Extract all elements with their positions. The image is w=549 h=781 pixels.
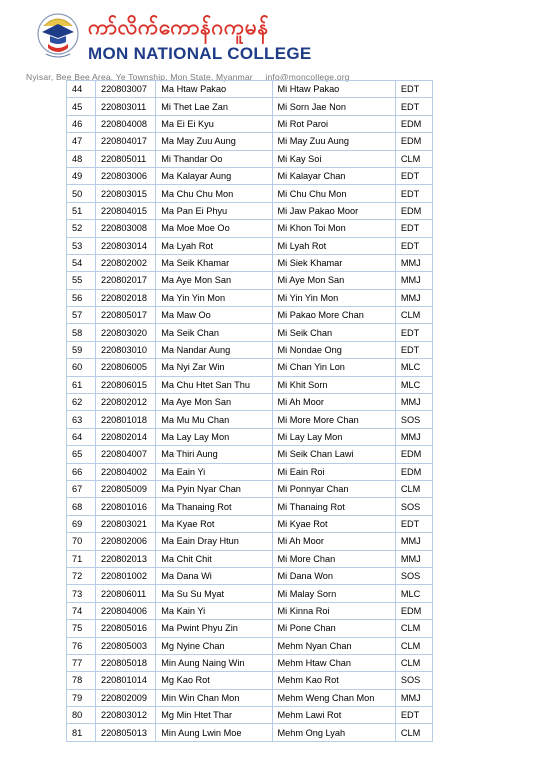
table-row [67,359,433,376]
row-number: 79 [67,689,96,706]
student-name: Ma Chit Chit [156,550,272,567]
table-row [67,707,433,724]
student-name-mon: Mehm Ong Lyah [272,724,395,741]
student-name: Ma Dana Wi [156,567,272,584]
student-name-mon: Mi Siek Khamar [272,254,395,271]
program-code: CLM [395,654,432,671]
table-row [67,533,433,550]
table-row [67,237,433,254]
student-name-mon: Mehm Kao Rot [272,672,395,689]
student-id: 220801016 [95,498,155,515]
table-row [67,324,433,341]
program-code: MMJ [395,394,432,411]
student-name-mon: Mi Kinna Roi [272,602,395,619]
table-row [67,515,433,532]
student-name: Ma Chu Htet San Thu [156,376,272,393]
student-name-mon: Mehm Lawi Rot [272,707,395,724]
program-code: EDT [395,167,432,184]
student-name: Ma Pwint Phyu Zin [156,620,272,637]
row-number: 45 [67,98,96,115]
student-name: Ma Lay Lay Mon [156,428,272,445]
row-number: 70 [67,533,96,550]
student-name: Ma Mu Mu Chan [156,411,272,428]
student-id: 220803020 [95,324,155,341]
student-name: Mg Min Htet Thar [156,707,272,724]
student-id: 220803012 [95,707,155,724]
student-id: 220801002 [95,567,155,584]
student-id: 220803006 [95,167,155,184]
student-name: Ma May Zuu Aung [156,133,272,150]
table-row [67,620,433,637]
student-name: Ma Pyin Nyar Chan [156,480,272,497]
student-name: Min Win Chan Mon [156,689,272,706]
student-name: Ma Kain Yi [156,602,272,619]
student-name-mon: Mi Seik Chan Lawi [272,446,395,463]
row-number: 78 [67,672,96,689]
student-name: Ma Seik Chan [156,324,272,341]
table-row [67,724,433,741]
student-name-mon: Mi Seik Chan [272,324,395,341]
program-code: CLM [395,480,432,497]
table-row [67,185,433,202]
student-name-mon: Mi Sorn Jae Non [272,98,395,115]
student-name: Ma Nyi Zar Win [156,359,272,376]
student-name: Ma Moe Moe Oo [156,220,272,237]
row-number: 74 [67,602,96,619]
row-number: 61 [67,376,96,393]
row-number: 60 [67,359,96,376]
program-code: MLC [395,359,432,376]
student-id: 220803008 [95,220,155,237]
student-name-mon: Mi Pone Chan [272,620,395,637]
student-name: Ma Kyae Rot [156,515,272,532]
table-row [67,411,433,428]
program-code: CLM [395,637,432,654]
student-id: 220801014 [95,672,155,689]
student-id: 220805009 [95,480,155,497]
student-name: Ma Ei Ei Kyu [156,115,272,132]
student-name-mon: Mi Malay Sorn [272,585,395,602]
student-name: Ma Lyah Rot [156,237,272,254]
student-name: Ma Eain Yi [156,463,272,480]
student-name: Ma Nandar Aung [156,341,272,358]
student-id: 220805017 [95,307,155,324]
student-name: Ma Aye Mon San [156,394,272,411]
student-id: 220804007 [95,446,155,463]
student-id: 220805003 [95,637,155,654]
student-name: Mi Thandar Oo [156,150,272,167]
table-row [67,220,433,237]
student-id: 220804006 [95,602,155,619]
row-number: 66 [67,463,96,480]
student-name-mon: Mi May Zuu Aung [272,133,395,150]
student-name: Mi Thet Lae Zan [156,98,272,115]
table-row [67,672,433,689]
student-name-mon: Mi Rot Paroi [272,115,395,132]
student-name-mon: Mi Eain Roi [272,463,395,480]
program-code: SOS [395,498,432,515]
table-row [67,98,433,115]
student-name-mon: Mi Kalayar Chan [272,167,395,184]
table-row [67,585,433,602]
student-id: 220803021 [95,515,155,532]
row-number: 53 [67,237,96,254]
student-name: Mg Kao Rot [156,672,272,689]
program-code: EDT [395,220,432,237]
row-number: 69 [67,515,96,532]
student-name-mon: Mi Pakao More Chan [272,307,395,324]
table-row [67,307,433,324]
table-row [67,654,433,671]
row-number: 52 [67,220,96,237]
table-row [67,254,433,271]
table-row [67,133,433,150]
row-number: 76 [67,637,96,654]
student-id: 220802012 [95,394,155,411]
student-name: Ma Eain Dray Htun [156,533,272,550]
student-name: Ma Aye Mon San [156,272,272,289]
student-name-mon: Mi Chu Chu Mon [272,185,395,202]
program-code: SOS [395,672,432,689]
program-code: EDM [395,463,432,480]
program-code: EDT [395,324,432,341]
row-number: 80 [67,707,96,724]
student-roster-table [66,80,433,742]
student-name: Ma Maw Oo [156,307,272,324]
program-code: EDM [395,133,432,150]
student-name: Ma Su Su Myat [156,585,272,602]
roster-body [67,81,433,742]
program-code: MMJ [395,689,432,706]
student-name-mon: Mehm Weng Chan Mon [272,689,395,706]
row-number: 68 [67,498,96,515]
table-row [67,567,433,584]
student-name: Ma Thiri Aung [156,446,272,463]
row-number: 59 [67,341,96,358]
program-code: EDT [395,237,432,254]
row-number: 49 [67,167,96,184]
student-name: Ma Pan Ei Phyu [156,202,272,219]
student-id: 220806015 [95,376,155,393]
table-row [67,202,433,219]
student-name-mon: Mehm Htaw Chan [272,654,395,671]
student-id: 220803010 [95,341,155,358]
program-code: MLC [395,376,432,393]
student-id: 220804015 [95,202,155,219]
table-row [67,602,433,619]
student-name: Mg Nyine Chan [156,637,272,654]
table-row [67,463,433,480]
table-row [67,550,433,567]
table-row [67,289,433,306]
program-code: CLM [395,620,432,637]
program-code: MMJ [395,272,432,289]
program-code: MMJ [395,533,432,550]
student-id: 220804017 [95,133,155,150]
student-name-mon: Mi Dana Won [272,567,395,584]
program-code: EDT [395,185,432,202]
student-id: 220802018 [95,289,155,306]
student-name-mon: Mehm Nyan Chan [272,637,395,654]
row-number: 44 [67,81,96,98]
program-code: EDM [395,115,432,132]
program-code: SOS [395,567,432,584]
row-number: 46 [67,115,96,132]
student-id: 220802014 [95,428,155,445]
student-id: 220804008 [95,115,155,132]
program-code: CLM [395,150,432,167]
program-code: MMJ [395,428,432,445]
row-number: 73 [67,585,96,602]
student-name-mon: Mi Lyah Rot [272,237,395,254]
student-id: 220802017 [95,272,155,289]
student-name: Min Aung Naing Win [156,654,272,671]
student-name-mon: Mi Khit Sorn [272,376,395,393]
student-id: 220803007 [95,81,155,98]
row-number: 62 [67,394,96,411]
student-id: 220806005 [95,359,155,376]
row-number: 64 [67,428,96,445]
student-id: 220801018 [95,411,155,428]
row-number: 58 [67,324,96,341]
address-text: Nyisar, Bee Bee Area, Ye Township, Mon State, Myanmar [26,72,253,82]
student-name: Ma Yin Yin Mon [156,289,272,306]
row-number: 71 [67,550,96,567]
student-name-mon: Mi Aye Mon San [272,272,395,289]
student-id: 220804002 [95,463,155,480]
row-number: 54 [67,254,96,271]
student-name-mon: Mi Ponnyar Chan [272,480,395,497]
program-code: EDT [395,707,432,724]
student-name-mon: Mi Htaw Pakao [272,81,395,98]
program-code: MMJ [395,254,432,271]
student-name-mon: Mi Kay Soi [272,150,395,167]
student-name-mon: Mi Kyae Rot [272,515,395,532]
student-name: Ma Kalayar Aung [156,167,272,184]
row-number: 56 [67,289,96,306]
row-number: 67 [67,480,96,497]
row-number: 72 [67,567,96,584]
student-id: 220805016 [95,620,155,637]
table-row [67,689,433,706]
program-code: EDM [395,446,432,463]
program-code: EDT [395,515,432,532]
table-row [67,376,433,393]
letterhead [30,8,530,78]
student-id: 220802013 [95,550,155,567]
program-code: MMJ [395,289,432,306]
student-name-mon: Mi More More Chan [272,411,395,428]
table-row [67,498,433,515]
row-number: 81 [67,724,96,741]
row-number: 51 [67,202,96,219]
program-code: CLM [395,724,432,741]
table-row [67,167,433,184]
student-name-mon: Mi Ah Moor [272,394,395,411]
program-code: MLC [395,585,432,602]
program-code: SOS [395,411,432,428]
college-name-english: MON NATIONAL COLLEGE [88,44,312,63]
table-row [67,150,433,167]
row-number: 63 [67,411,96,428]
program-code: EDT [395,341,432,358]
table-row [67,272,433,289]
student-id: 220805011 [95,150,155,167]
row-number: 75 [67,620,96,637]
student-id: 220803011 [95,98,155,115]
table-row [67,81,433,98]
table-row [67,446,433,463]
row-number: 47 [67,133,96,150]
college-logo-icon [36,10,80,66]
student-id: 220806011 [95,585,155,602]
student-id: 220803015 [95,185,155,202]
table-row [67,394,433,411]
student-id: 220803014 [95,237,155,254]
student-name-mon: Mi Ah Moor [272,533,395,550]
student-name-mon: Mi Khon Toi Mon [272,220,395,237]
program-code: MMJ [395,550,432,567]
student-id: 220802006 [95,533,155,550]
row-number: 48 [67,150,96,167]
student-id: 220802009 [95,689,155,706]
student-name-mon: Mi Thanaing Rot [272,498,395,515]
student-name-mon: Mi Yin Yin Mon [272,289,395,306]
email-text: info@moncollege.org [265,72,350,82]
row-number: 77 [67,654,96,671]
student-name-mon: Mi Chan Yin Lon [272,359,395,376]
table-row [67,480,433,497]
student-id: 220802002 [95,254,155,271]
student-name-mon: Mi More Chan [272,550,395,567]
student-name-mon: Mi Jaw Pakao Moor [272,202,395,219]
student-name: Min Aung Lwin Moe [156,724,272,741]
row-number: 55 [67,272,96,289]
student-name: Ma Chu Chu Mon [156,185,272,202]
program-code: CLM [395,307,432,324]
student-name-mon: Mi Lay Lay Mon [272,428,395,445]
student-id: 220805018 [95,654,155,671]
table-row [67,428,433,445]
row-number: 50 [67,185,96,202]
table-row [67,637,433,654]
student-name: Ma Seik Khamar [156,254,272,271]
student-id: 220805013 [95,724,155,741]
program-code: EDT [395,98,432,115]
table-row [67,341,433,358]
table-row [67,115,433,132]
row-number: 57 [67,307,96,324]
student-name-mon: Mi Nondae Ong [272,341,395,358]
program-code: EDM [395,202,432,219]
row-number: 65 [67,446,96,463]
college-name-myanmar: ကာ်လိက်ကောန်ဂကူမန် [88,15,269,39]
program-code: EDT [395,81,432,98]
student-name: Ma Thanaing Rot [156,498,272,515]
student-name: Ma Htaw Pakao [156,81,272,98]
program-code: EDM [395,602,432,619]
